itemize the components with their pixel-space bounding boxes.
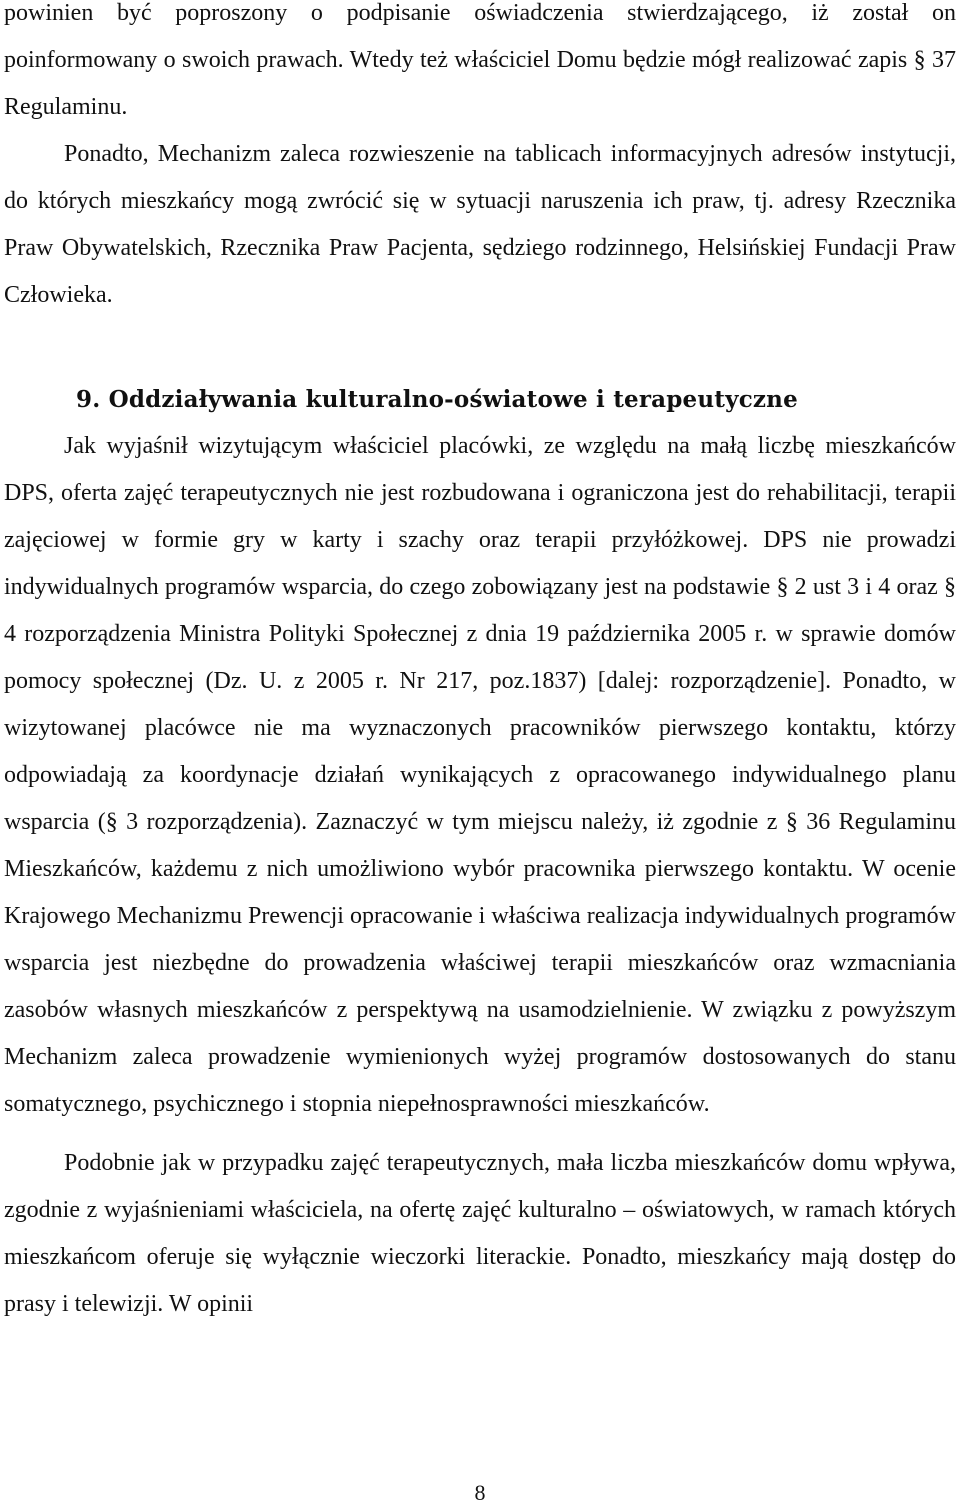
paragraph-culture: Podobnie jak w przypadku zajęć terapeutycznych, mała liczba mieszkańców domu wpływa, zgodnie z wyjaśnieniami właściciela, na ofertę zajęć kulturalno – oświatowych, w ramach których mieszkańcom oferuje się wyłącznie wieczorki literackie. Ponadto, mieszkańcy mają dostęp do prasy i telewizji. W opinii [4,1150,956,1317]
page-number: 8 [474,1480,486,1505]
document-page [4,0,956,1328]
paragraph-recommendation: Ponadto, Mechanizm zaleca rozwieszenie na tablicach informacyjnych adresów instytucji, do których mieszkańcy mogą zwrócić się w sytuacji naruszenia ich praw, tj. adresy Rzecznika Praw Obywatelskich, Rzecznika Praw Pacjenta, sędziego rodzinnego, Helsińskiej Fundacji Praw Człowieka. [4,141,956,308]
paragraph-therapy: Jak wyjaśnił wizytującym właściciel placówki, ze względu na małą liczbę mieszkańców DPS, oferta zajęć terapeutycznych nie jest rozbudowana i ograniczona jest do rehabilitacji, terapii zajęciowej w formie gry w karty i szachy oraz terapii przyłóżkowej. DPS nie prowadzi indywidualnych programów wsparcia, do czego zobowiązany jest na podstawie § 2 ust 3 i 4 oraz § 4 rozporządzenia Ministra Polityki Społecznej z dnia 19 października 2005 r. w sprawie domów pomocy społecznej (Dz. U. z 2005 r. Nr 217, poz.1837) [dalej: rozporządzenie]. Ponadto, w wizytowanej placówce nie ma wyznaczonych pracowników pierwszego kontaktu, którzy odpowiadają za koordynacje działań wynikających z opracowanego indywidualnego planu wsparcia (§ 3 rozporządzenia). Zaznaczyć w tym miejscu należy, iż zgodnie z § 36 Regulaminu Mieszkańców, każdemu z nich umożliwiono wybór pracownika pierwszego kontaktu. W ocenie Krajowego Mechanizmu Prewencji opracowanie i właściwa realizacja indywidualnych programów wsparcia jest niezbędne do prowadzenia właściwej terapii mieszkańców oraz wzmacniania zasobów własnych mieszkańców z perspektywą na usamodzielnienie. W związku z powyższym Mechanizm zaleca prowadzenie wymienionych wyżej programów dostosowanych do stanu somatycznego, psychicznego i stopnia niepełnosprawności mieszkańców. [4,433,956,1117]
section-heading: 9. Oddziaływania kulturalno-oświatowe i terapeutyczne [76,386,798,413]
paragraph-continuation: powinien być poproszony o podpisanie oświadczenia stwierdzającego, iż został on poinformowany o swoich prawach. Wtedy też właściciel Domu będzie mógł realizować zapis § 37 Regulaminu. [4,0,956,120]
